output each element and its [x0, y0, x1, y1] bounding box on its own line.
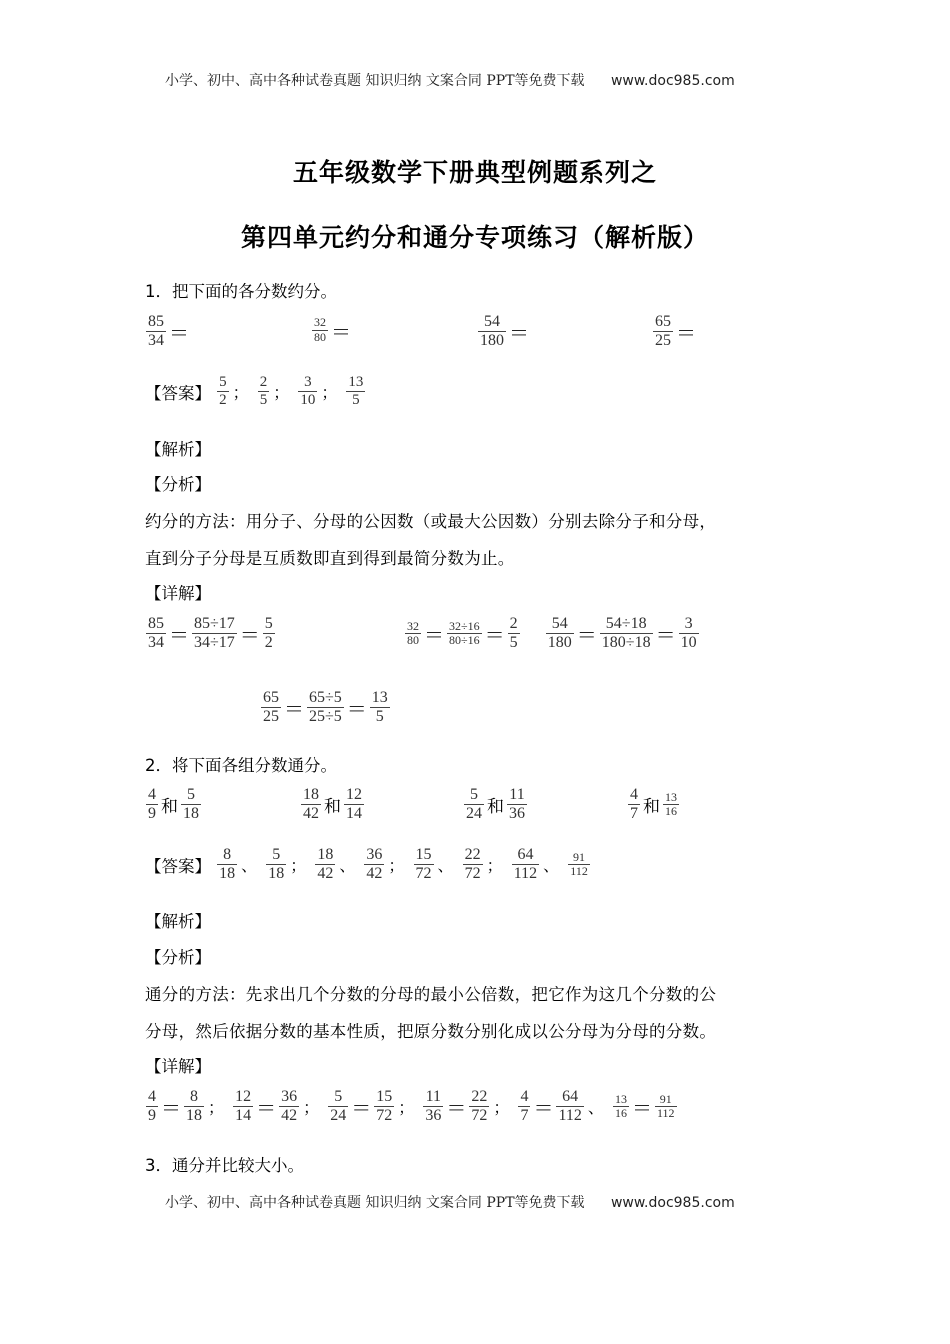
- equals-sign: ＝: [346, 699, 367, 722]
- numerator: 22: [471, 1088, 488, 1105]
- fraction: [478, 313, 506, 351]
- denominator: 112: [570, 864, 588, 879]
- fraction: [518, 1088, 530, 1126]
- denominator: 25: [655, 332, 671, 350]
- denominator: 9: [148, 805, 156, 823]
- fraction: [423, 1088, 443, 1126]
- denominator: 42: [317, 865, 334, 883]
- equals-sign: ＝: [576, 625, 597, 648]
- separator: 、: [241, 856, 258, 876]
- numerator: 4: [148, 1088, 156, 1105]
- fraction: [346, 374, 365, 410]
- fraction: [653, 313, 673, 351]
- equals-sign: ＝: [169, 625, 189, 648]
- fraction: [663, 791, 679, 820]
- fraction: [405, 620, 421, 649]
- numerator: 5: [272, 846, 281, 863]
- separator: ；: [303, 1098, 320, 1118]
- denominator: 112: [558, 1107, 582, 1125]
- numerator: 54÷18: [605, 615, 647, 632]
- equals-sign: ＝: [351, 1098, 372, 1121]
- q1-detail-2: [404, 615, 700, 653]
- answer-label: 【答案】: [145, 383, 211, 403]
- fraction: [258, 374, 270, 410]
- numerator: 91: [573, 849, 586, 864]
- header-url[interactable]: www.doc985.com: [610, 73, 735, 89]
- q2-method-line-2: 分母，然后依据分数的基本性质，把原分数分别化成以公分母为分母的分数。: [145, 1022, 717, 1041]
- denominator: 36: [509, 805, 525, 823]
- numerator: 2: [259, 374, 268, 390]
- q1-problem-3: [477, 313, 531, 351]
- denominator: 180: [480, 332, 504, 350]
- fraction: [217, 374, 229, 410]
- denominator: 18: [268, 865, 285, 883]
- denominator: 16: [665, 804, 677, 819]
- q1-jiexi-label: 【解析】: [145, 440, 211, 459]
- q1-answer: [145, 374, 366, 410]
- denominator: 16: [614, 1106, 627, 1121]
- and-word: 和: [324, 797, 341, 818]
- q1-problem-1: [145, 313, 191, 351]
- and-word: 和: [643, 797, 660, 818]
- and-word: 和: [161, 797, 178, 818]
- numerator: 91: [659, 1091, 672, 1106]
- equals-sign: ＝: [655, 625, 676, 648]
- numerator: 32: [407, 618, 419, 633]
- numerator: 12: [346, 786, 362, 803]
- numerator: 13: [371, 689, 388, 706]
- numerator: 15: [376, 1088, 393, 1105]
- q1-problem-4: [652, 313, 698, 351]
- denominator: 24: [330, 1107, 347, 1125]
- denominator: 72: [376, 1107, 393, 1125]
- denominator: 180÷18: [601, 634, 651, 652]
- numerator: 36: [281, 1088, 298, 1105]
- equals-sign: ＝: [169, 323, 189, 346]
- fraction: [146, 313, 166, 351]
- denominator: 80: [314, 330, 326, 344]
- equals-sign: ＝: [676, 323, 696, 346]
- fraction: [298, 374, 317, 410]
- fraction: [217, 846, 237, 884]
- denominator: 14: [346, 805, 362, 823]
- denominator: 5: [259, 392, 268, 409]
- fraction: [146, 615, 166, 653]
- fraction: [370, 689, 390, 727]
- denominator: 5: [509, 634, 518, 652]
- numerator: 54: [551, 615, 568, 632]
- denominator: 80÷16: [449, 633, 480, 648]
- fraction: [556, 1088, 583, 1126]
- q1-xiangjie-label: 【详解】: [145, 584, 211, 603]
- denominator: 18: [183, 805, 199, 823]
- q1-detail-4: [260, 689, 391, 727]
- fraction: [546, 615, 574, 653]
- numerator: 64: [562, 1088, 579, 1105]
- q2-fenxi-label: 【分析】: [145, 948, 211, 967]
- numerator: 85: [148, 615, 164, 632]
- numerator: 4: [148, 786, 156, 803]
- footer-text: 小学、初中、高中各种试卷真题 知识归纳 文案合同 PPT等免费下载: [165, 1195, 585, 1211]
- separator: ；: [493, 1098, 510, 1118]
- numerator: 11: [509, 786, 525, 803]
- denominator: 24: [466, 805, 482, 823]
- denominator: 42: [303, 805, 319, 823]
- q2-group-1: [145, 786, 202, 824]
- denominator: 5: [346, 391, 365, 409]
- denominator: 180: [547, 634, 572, 652]
- denominator: 112: [513, 865, 538, 883]
- equals-sign: ＝: [484, 625, 505, 648]
- q3-prompt: 3．通分并比较大小。: [145, 1156, 304, 1175]
- fraction: [464, 786, 484, 824]
- fraction: [263, 615, 275, 653]
- denominator: 72: [471, 1107, 488, 1125]
- fraction: [414, 846, 434, 884]
- numerator: 12: [235, 1088, 252, 1105]
- numerator: 32÷16: [449, 618, 480, 633]
- separator: ；: [208, 1098, 225, 1118]
- numerator: 3: [684, 615, 693, 632]
- separator: ；: [273, 383, 290, 403]
- equals-sign: ＝: [331, 322, 351, 344]
- denominator: 10: [300, 392, 316, 409]
- numerator: 64: [517, 846, 534, 863]
- separator: ；: [486, 856, 503, 876]
- numerator: 5: [219, 374, 227, 390]
- numerator: 5: [334, 1088, 343, 1105]
- separator: ；: [388, 856, 405, 876]
- denominator: 2: [264, 634, 273, 652]
- fraction: [328, 1088, 348, 1126]
- numerator: 8: [190, 1088, 198, 1105]
- q1-detail-1: [145, 615, 276, 653]
- numerator: 2: [509, 615, 518, 632]
- numerator: 13: [614, 1091, 627, 1106]
- fraction: [679, 615, 699, 653]
- fraction: [613, 1093, 629, 1122]
- fraction: [507, 786, 527, 824]
- fraction: [312, 316, 328, 345]
- numerator: 4: [630, 786, 638, 803]
- numerator: 54: [484, 313, 500, 330]
- equals-sign: ＝: [533, 1098, 554, 1121]
- fraction: [184, 1088, 204, 1126]
- q2-jiexi-label: 【解析】: [145, 912, 211, 931]
- fraction: [508, 615, 520, 653]
- separator: ；: [321, 383, 338, 403]
- denominator: 34: [148, 332, 164, 350]
- fraction: [181, 786, 201, 824]
- q2-prompt: 2．将下面各组分数通分。: [145, 756, 337, 775]
- fraction: [447, 620, 482, 649]
- denominator: 80: [407, 633, 419, 648]
- title-line-1: 五年级数学下册典型例题系列之: [292, 158, 657, 187]
- page-header: [165, 70, 735, 90]
- fraction: [146, 786, 158, 824]
- equals-sign: ＝: [424, 625, 444, 648]
- numerator: 22: [464, 846, 481, 863]
- fraction: [600, 615, 653, 653]
- q1-fenxi-label: 【分析】: [145, 475, 211, 494]
- denominator: 7: [520, 1107, 529, 1125]
- page-footer: [165, 1192, 735, 1212]
- numerator: 11: [425, 1088, 442, 1105]
- numerator: 15: [415, 846, 432, 863]
- fraction: [192, 615, 237, 653]
- numerator: 5: [187, 786, 195, 803]
- denominator: 42: [366, 865, 383, 883]
- q2-answer: [145, 846, 591, 884]
- denominator: 9: [148, 1107, 156, 1125]
- fraction: [315, 846, 335, 884]
- separator: 、: [437, 856, 454, 876]
- denominator: 14: [235, 1107, 252, 1125]
- q1-problem-2: [311, 316, 353, 345]
- fraction: [233, 1088, 253, 1126]
- q2-details: [145, 1088, 678, 1126]
- denominator: 72: [415, 865, 432, 883]
- numerator: 5: [470, 786, 478, 803]
- numerator: 65: [655, 313, 671, 330]
- equals-sign: ＝: [256, 1098, 277, 1121]
- q1-method-line-2: 直到分子分母是互质数即直到得到最简分数为止。: [145, 549, 515, 568]
- fraction: [628, 786, 640, 824]
- q2-group-4: [627, 786, 680, 824]
- numerator: 3: [304, 374, 312, 390]
- fraction: [655, 1093, 677, 1122]
- denominator: 25÷5: [309, 708, 342, 726]
- numerator: 18: [303, 786, 319, 803]
- denominator: 5: [370, 707, 390, 726]
- denominator: 25: [263, 708, 279, 726]
- fraction: [374, 1088, 394, 1126]
- numerator: 85÷17: [194, 615, 235, 632]
- denominator: 10: [680, 634, 697, 652]
- equals-sign: ＝: [239, 625, 260, 648]
- q1-method-line-1: 约分的方法：用分子、分母的公因数（或最大公因数）分别去除分子和分母，: [145, 512, 717, 531]
- denominator: 18: [219, 865, 236, 883]
- fraction: [266, 846, 286, 884]
- q2-group-2: [300, 786, 365, 824]
- q2-group-3: [463, 786, 528, 824]
- equals-sign: ＝: [509, 323, 529, 346]
- fraction: [146, 1088, 158, 1126]
- equals-sign: ＝: [631, 1098, 652, 1121]
- fraction: [469, 1088, 489, 1126]
- q2-method-line-1: 通分的方法：先求出几个分数的分母的最小公倍数，把它作为这几个分数的公: [145, 985, 717, 1004]
- q1-prompt: 1．把下面的各分数约分。: [145, 282, 337, 301]
- fraction: [344, 786, 364, 824]
- footer-url[interactable]: www.doc985.com: [610, 1195, 735, 1211]
- numerator: 36: [366, 846, 383, 863]
- denominator: 112: [656, 1106, 675, 1121]
- fraction: [307, 689, 344, 727]
- fraction: [261, 689, 281, 727]
- title-line-2: 第四单元约分和通分专项练习（解析版）: [240, 223, 709, 252]
- denominator: 2: [219, 392, 227, 409]
- equals-sign: ＝: [284, 699, 304, 722]
- fraction: [512, 846, 539, 884]
- denominator: 42: [281, 1107, 298, 1125]
- answer-label: 【答案】: [145, 856, 211, 876]
- numerator: 4: [520, 1088, 529, 1105]
- separator: ；: [398, 1098, 415, 1118]
- numerator: 65÷5: [309, 689, 342, 706]
- separator: ；: [290, 856, 307, 876]
- numerator: 13: [348, 374, 364, 390]
- numerator: 85: [148, 313, 164, 330]
- fraction: [568, 851, 590, 880]
- numerator: 32: [314, 315, 326, 330]
- numerator: 65: [263, 689, 279, 706]
- header-text: 小学、初中、高中各种试卷真题 知识归纳 文案合同 PPT等免费下载: [165, 73, 585, 89]
- fraction: [463, 846, 483, 884]
- fraction: [279, 1088, 299, 1126]
- separator: 、: [339, 856, 356, 876]
- separator: ；: [232, 383, 249, 403]
- denominator: 34: [148, 634, 164, 652]
- fraction: [301, 786, 321, 824]
- and-word: 和: [487, 797, 504, 818]
- numerator: 18: [317, 846, 334, 863]
- separator: 、: [587, 1098, 604, 1118]
- numerator: 13: [665, 789, 677, 804]
- denominator: 34÷17: [194, 634, 235, 652]
- equals-sign: ＝: [446, 1098, 467, 1121]
- numerator: 5: [264, 615, 273, 632]
- denominator: 36: [425, 1107, 442, 1125]
- q2-xiangjie-label: 【详解】: [145, 1057, 211, 1076]
- numerator: 8: [223, 846, 232, 863]
- separator: 、: [543, 856, 560, 876]
- equals-sign: ＝: [161, 1098, 181, 1121]
- fraction: [364, 846, 384, 884]
- denominator: 18: [186, 1107, 202, 1125]
- denominator: 7: [630, 805, 638, 823]
- denominator: 72: [464, 865, 481, 883]
